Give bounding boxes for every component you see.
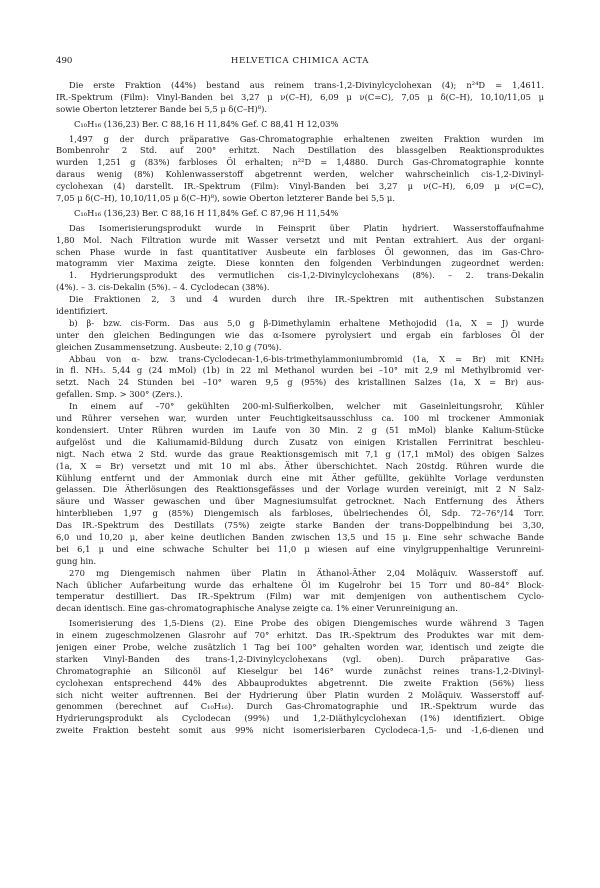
text-line: starken Vinyl-Banden des trans-1,2-Divinylcyclohexans (vgl. oben). Durch präparative Gas- bbox=[56, 653, 544, 664]
text-line: Bombenrohr 2 Std. auf 200° erhitzt. Nach Destillation des blassgelben Reaktionsproduktes bbox=[56, 145, 544, 156]
text-line: Isomerisierung des 1,5-Diens (2). Eine Probe des obigen Diengemisches wurde während 3 Tagen bbox=[69, 618, 544, 629]
text-line: Die Fraktionen 2, 3 und 4 wurden durch ihre IR.-Spektren mit authentischen Substanzen bbox=[69, 294, 544, 305]
text-line: genommen (berechnet auf C₁₀H₁₆). Durch Gas-Chromatographie und IR.-Spektrum wurde das bbox=[56, 701, 544, 712]
text-line: temperatur destilliert. Das IR.-Spektrum (Film) war mit demjenigen von authentischem Cyclo- bbox=[56, 591, 544, 602]
text-line: nigt. Nach etwa 2 Std. wurde das graue Reaktionsgemisch mit 7,1 g (17,1 mMol) des obigen Salzes bbox=[56, 448, 544, 459]
text-line: kondensiert. Unter Rühren wurden im Laufe von 30 Min. 2 g (51 mMol) blanke Kalium-Stücke bbox=[56, 424, 544, 435]
text-line: und Rührer versehen war, wurden unter Feuchtigkeitsausschluss ca. 100 ml trockener Ammoniak bbox=[56, 413, 544, 424]
text-line: Die erste Fraktion (44%) bestand aus reinem trans-1,2-Divinylcyclohexan (4); n²⁴D = 1,4611. bbox=[69, 80, 544, 90]
text-line: gung hin. bbox=[56, 555, 97, 566]
text-line: gleichen Zusammensetzung. Ausbeute: 2,10 g (70%). bbox=[56, 341, 282, 352]
text-line: daraus wenig (8%) Kohlenwasserstoff abgetrennt werden, welcher wahrscheinlich cis-1,2-Divinyl- bbox=[56, 169, 544, 180]
text-line: aufgelöst und die Kaliumamid-Bildung durch Zusatz von einigen Kristallen Ferrinitrat beschleu- bbox=[56, 436, 544, 447]
text-line: sich nicht weiter auftrennen. Bei der Hydrierung über Platin wurden 2 Moläquiv. Wasserstoff auf- bbox=[56, 689, 544, 700]
text-line: in fl. NH₃. 5,44 g (24 mMol) (1b) in 22 ml Methanol wurden bei –10° mit 2,9 ml Methylbromid ver- bbox=[56, 365, 544, 376]
text-line: 1,497 g der durch präparative Gas-Chromatographie erhaltenen zweiten Fraktion wurden im bbox=[69, 133, 544, 144]
text-line: C₁₀H₁₆ (136,23) Ber. C 88,16 H 11,84% Gef. C 87,96 H 11,54% bbox=[74, 207, 339, 218]
text-line: Kühlung entfernt und der Ammoniak durch eine mit Äther gefüllte, gekühlte Vorlage verdunsten bbox=[56, 472, 544, 483]
text-line: zweite Fraktion besteht somit aus 99% nicht isomerisierbaren Cyclodeca-1,5- und -1,6-dienen und bbox=[56, 725, 544, 736]
text-line: hinterblieben 1,97 g (85%) Diengemisch als farbloses, übelriechendes Öl, Sdp. 72–76°/14 Torr. bbox=[56, 508, 544, 519]
text-line: cyclohexan entsprechend 44% des Abbauproduktes abgetrennt. Die zweite Fraktion (56%) liess bbox=[56, 677, 544, 688]
text-line: Chromatographie an Siliconöl auf Kieselgur bei 146° wurde zunächst reines trans-1,2-Divinyl- bbox=[56, 665, 544, 676]
text-line: In einem auf –70° gekühlten 200-ml-Sulfierkolben, welcher mit Gaseinleitungsrohr, Kühler bbox=[69, 401, 544, 412]
text-line: wurden 1,251 g (83%) farbloses Öl erhalten; n²²D = 1,4880. Durch Gas-Chromatographie konnte bbox=[56, 157, 544, 168]
text-line: (1a, X = Br) versetzt und mit 10 ml abs. Äther überschichtet. Nach 20stdg. Rühren wurde die bbox=[56, 460, 544, 471]
page-number: 490 bbox=[56, 56, 73, 66]
text-line: 1. Hydrierungsprodukt des vermutlichen cis-1,2-Divinylcyclohexans (8%). – 2. trans-Dekalin bbox=[69, 270, 544, 281]
article-body bbox=[56, 80, 544, 737]
page-header bbox=[56, 56, 544, 70]
text-line: 270 mg Diengemisch nahmen über Platin in Äthanol-Äther 2,04 Moläquiv. Wasserstoff auf. bbox=[69, 567, 544, 578]
text-line: b) β- bzw. cis-Form. Das aus 5,0 g β-Dimethylamin erhaltene Methojodid (1a, X = J) wurde bbox=[69, 317, 544, 328]
text-line: gefallen. Smp. > 300° (Zers.). bbox=[56, 389, 183, 400]
text-line: gelassen. Die Ätherlösungen des Reaktionsgefässes und der Vorlage wurden vereinigt, mit 2 N Salz- bbox=[56, 484, 544, 495]
text-line: Das IR.-Spektrum des Destillats (75%) zeigte starke Banden der trans-Doppelbindung bei 3,30, bbox=[56, 520, 544, 531]
journal-title: HELVETICA CHIMICA ACTA bbox=[230, 56, 370, 66]
text-line: sowie Oberton letzterer Bande bei 5,5 μ δ(C–H)⁸). bbox=[56, 103, 268, 114]
text-line: C₁₀H₁₆ (136,23) Ber. C 88,16 H 11,84% Gef. C 88,41 H 12,03% bbox=[74, 118, 339, 129]
text-line: 7,05 μ δ(C–H), 10,10/11,05 μ δ(C–H)⁸), sowie Oberton letzterer Bande bei 5,5 μ. bbox=[56, 193, 395, 204]
text-line: (4%). – 3. cis-Dekalin (5%). – 4. Cyclodecan (38%). bbox=[56, 282, 270, 293]
text-line: unter den gleichen Bedingungen wie das α-Isomere pyrolysiert und ergab ein farbloses Öl der bbox=[56, 329, 544, 340]
text-line: säure und Wasser gewaschen und über Magnesiumsulfat getrocknet. Nach Entfernung des Äthers bbox=[56, 496, 544, 507]
text-line: matogramm vier Maxima zeigte. Diese konnten den folgenden Verbindungen zugeordnet werden: bbox=[56, 258, 544, 269]
text-line: identifiziert. bbox=[56, 306, 108, 317]
text-line: cyclohexan (4) darstellt. IR.-Spektrum (Film): Vinyl-Banden bei 3,27 μ ν(C–H), 6,09 μ ν(C=C), bbox=[56, 181, 544, 192]
text-line: setzt. Nach 24 Stunden bei –10° waren 9,5 g (95%) des kristallinen Salzes (1a, X = Br) aus- bbox=[56, 377, 544, 388]
text-line: Nach üblicher Aufarbeitung wurde das erhaltene Öl im Kugelrohr bei 15 Torr und 80–84° Block- bbox=[56, 579, 544, 590]
text-line: IR.-Spektrum (Film): Vinyl-Banden bei 3,27 μ ν(C–H), 6,09 μ ν(C=C), 7,05 μ δ(C–H), 10,10/11,05 μ bbox=[56, 91, 544, 102]
text-line: schen Phase wurde in fast quantitativer Ausbeute ein farbloses Öl gewonnen, das im Gas-Chro- bbox=[56, 246, 544, 257]
text-line: 1,80 Mol. Nach Filtration wurde mit Wasser versetzt und mit Pentan extrahiert. Aus der organi- bbox=[56, 234, 544, 245]
text-line: 6,0 und 10,20 μ, aber keine deutlichen Banden zwischen 13,5 und 15 μ. Eine sehr schwache Bande bbox=[56, 531, 544, 542]
text-line: Abbau von α- bzw. trans-Cyclodecan-1,6-bis-trimethylammoniumbromid (1a, X = Br) mit KNH₂ bbox=[69, 353, 544, 364]
text-line: in einem zugeschmolzenen Glasrohr auf 70° erhitzt. Das IR.-Spektrum des Produktes war mit dem- bbox=[56, 630, 544, 641]
text-line: decan identisch. Eine gas-chromatographische Analyse zeigte ca. 1% einer Verunreinigung an. bbox=[56, 603, 458, 614]
text-line: Hydrierungsprodukt als Cyclodecan (99%) und 1,2-Diäthylcyclohexan (1%) identifiziert. Obige bbox=[56, 713, 544, 724]
text-line: Das Isomerisierungsprodukt wurde in Feinsprit über Platin hydriert. Wasserstoffaufnahme bbox=[69, 222, 544, 233]
text-line: jenigen einer Probe, welche zusätzlich 1 Tag bei 100° gehalten worden war, identisch und zeigte die bbox=[56, 641, 544, 652]
text-line: bei 6,1 μ und eine schwache Schulter bei 11,0 μ wiesen auf eine vinylgruppenhaltige Verunreini- bbox=[56, 543, 544, 554]
